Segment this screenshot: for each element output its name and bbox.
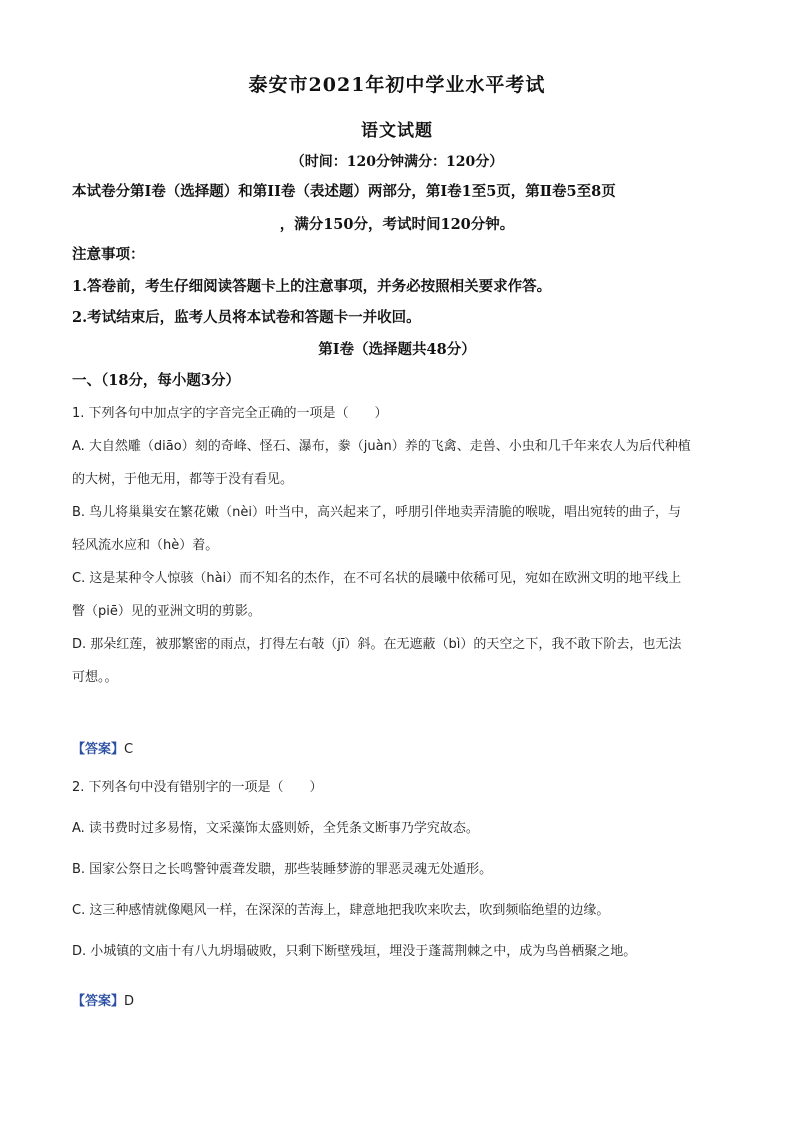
answer-tag: 【答案】 <box>72 742 125 757</box>
option-b-line-1: B. 鸟儿将巢巢安在繁花嫩（nèi）叶当中，高兴起来了，呼朋引伴地卖弄清脆的喉咙，唱出宛转的曲子，与 <box>72 505 682 520</box>
option-c-line-1: C. 这是某种令人惊骇（hài）而不知名的杰作，在不可名状的晨曦中依稀可见，宛如在欧洲文明的地平线上 <box>72 571 682 586</box>
answer-tag: 【答案】 <box>72 994 125 1009</box>
question-1 <box>72 397 727 694</box>
notice-heading: 注意事项： <box>72 246 145 263</box>
time-info: （时间：120分钟满分：120分） <box>290 154 504 170</box>
section1-title: 一、（18分，每小题3分） <box>72 372 241 389</box>
option-a-line-1: A. 大自然雕（diāo）刻的奇峰、怪石、瀑布，豢（juàn）养的飞禽、走兽、小虫和几千年来农人为后代种植 <box>72 439 691 454</box>
option-c: C. 这三种感情就像飓风一样，在深深的苦海上，肆意地把我吹来吹去，吹到频临绝望的边缘。 <box>72 903 610 918</box>
notice-item-2: 2.考试结束后，监考人员将本试卷和答题卡一并收回。 <box>72 309 421 326</box>
part1-title: 第Ⅰ卷（选择题共48分） <box>318 341 476 358</box>
option-d-line-2: 可想。。 <box>72 670 118 685</box>
option-b-line-2: 轻风流水应和（hè）着。 <box>72 538 219 553</box>
option-b: B. 国家公祭日之长鸣警钟震聋发聩，那些装睡梦游的罪恶灵魂无处遁形。 <box>72 862 493 877</box>
option-d-line-1: D. 那朵红莲，被那繁密的雨点，打得左右攲（jī）斜。在无遮蔽（bì）的天空之下，我不敢下阶去，也无法 <box>72 637 682 652</box>
answer-2 <box>72 990 134 1009</box>
exam-subtitle: 语文试题 <box>361 121 433 141</box>
intro-line-2: ，满分150分，考试时间120分钟。 <box>279 216 515 233</box>
answer-value: D <box>124 994 135 1009</box>
option-a: A. 读书费时过多易惰，文采藻饰太盛则娇，全凭条文断事乃学究故态。 <box>72 821 479 836</box>
option-c-line-2: 瞥（piē）见的亚洲文明的剪影。 <box>72 604 261 619</box>
option-d: D. 小城镇的文庙十有八九坍塌破败，只剩下断壁残垣，埋没于蓬蒿荆棘之中，成为鸟兽栖聚之地。 <box>72 944 637 959</box>
intro-line-1: 本试卷分第Ⅰ卷（选择题）和第II卷（表述题）两部分，第Ⅰ卷1至5页，第Ⅱ卷5至8页 <box>72 183 616 200</box>
notice-item-1: 1.答卷前，考生仔细阅读答题卡上的注意事项，并务必按照相关要求作答。 <box>72 278 552 295</box>
question-2 <box>72 771 727 968</box>
answer-value: C <box>124 742 134 757</box>
question-stem: 1. 下列各句中加点字的字音完全正确的一项是（ ） <box>72 406 388 421</box>
answer-1 <box>72 738 133 757</box>
option-a-line-2: 的大树，于他无用，都等于没有看见。 <box>72 472 294 487</box>
question-stem: 2. 下列各句中没有错别字的一项是（ ） <box>72 780 323 795</box>
exam-title: 泰安市2021年初中学业水平考试 <box>248 74 546 96</box>
